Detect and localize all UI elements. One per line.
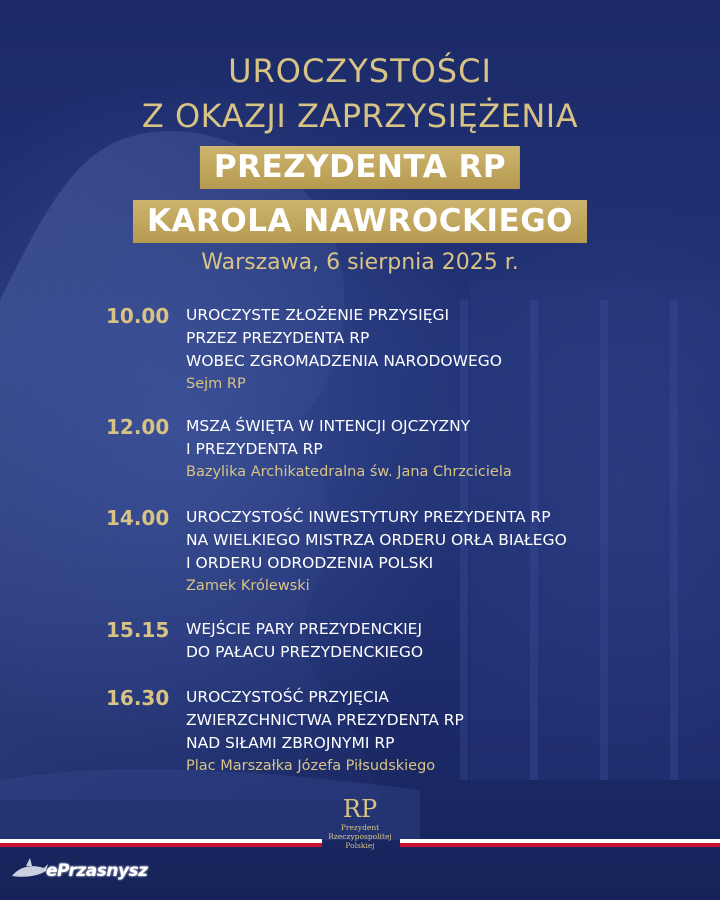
event-line: UROCZYSTOŚĆ PRZYJĘCIA <box>186 688 389 706</box>
watermark-text: ePrzasnysz <box>46 861 148 881</box>
event-line: NAD SIŁAMI ZBROJNYMI RP <box>186 734 395 752</box>
shark-icon <box>10 856 50 886</box>
event-line: UROCZYSTOŚĆ INWESTYTURY PREZYDENTA RP <box>186 508 551 526</box>
event-time: 10.00 <box>106 304 170 328</box>
event-line: UROCZYSTE ZŁOŻENIE PRZYSIĘGI <box>186 306 450 324</box>
title-line-2: Z OKAZJI ZAPRZYSIĘŻENIA <box>141 97 579 135</box>
logo-caption-line: Prezydent <box>340 823 380 832</box>
event-line: PRZEZ PREZYDENTA RP <box>186 329 370 347</box>
event-place: Sejm RP <box>186 376 246 392</box>
logo-caption-line: Rzeczypospolitej <box>328 832 392 841</box>
flag-stripe-red-right <box>400 843 720 847</box>
event-time: 14.00 <box>106 506 170 530</box>
rp-monogram: RP <box>342 795 378 823</box>
title-line-1: UROCZYSTOŚCI <box>228 52 492 90</box>
event-line: MSZA ŚWIĘTA W INTENCJI OJCZYZNY <box>186 417 471 435</box>
event-line: NA WIELKIEGO MISTRZA ORDERU ORŁA BIAŁEGO <box>186 531 567 549</box>
event-time: 16.30 <box>106 686 170 710</box>
event-line: I PREZYDENTA RP <box>186 440 323 458</box>
event-time: 15.15 <box>106 618 170 642</box>
event-place: Plac Marszałka Józefa Piłsudskiego <box>186 758 436 774</box>
event-place: Bazylika Archikatedralna św. Jana Chrzciciela <box>186 464 512 480</box>
title-band-president: PREZYDENTA RP <box>200 146 520 189</box>
eprzasnysz-watermark <box>10 856 170 886</box>
event-line: DO PAŁACU PREZYDENCKIEGO <box>186 643 424 661</box>
title-band-name: KAROLA NAWROCKIEGO <box>133 200 587 243</box>
logo-caption-line: Polskiej <box>345 841 375 850</box>
event-line: I ORDERU ODRODZENIA POLSKI <box>186 554 434 572</box>
president-logo <box>320 795 400 850</box>
event-line: ZWIERZCHNICTWA PREZYDENTA RP <box>186 711 464 729</box>
event-place: Zamek Królewski <box>186 578 310 594</box>
event-line: WEJŚCIE PARY PREZYDENCKIEJ <box>186 620 423 638</box>
date-location-subtitle: Warszawa, 6 sierpnia 2025 r. <box>201 250 519 275</box>
logo-caption <box>320 823 400 850</box>
event-line: WOBEC ZGROMADZENIA NARODOWEGO <box>186 352 502 370</box>
flag-stripe-red-left <box>0 843 322 847</box>
event-time: 12.00 <box>106 415 170 439</box>
